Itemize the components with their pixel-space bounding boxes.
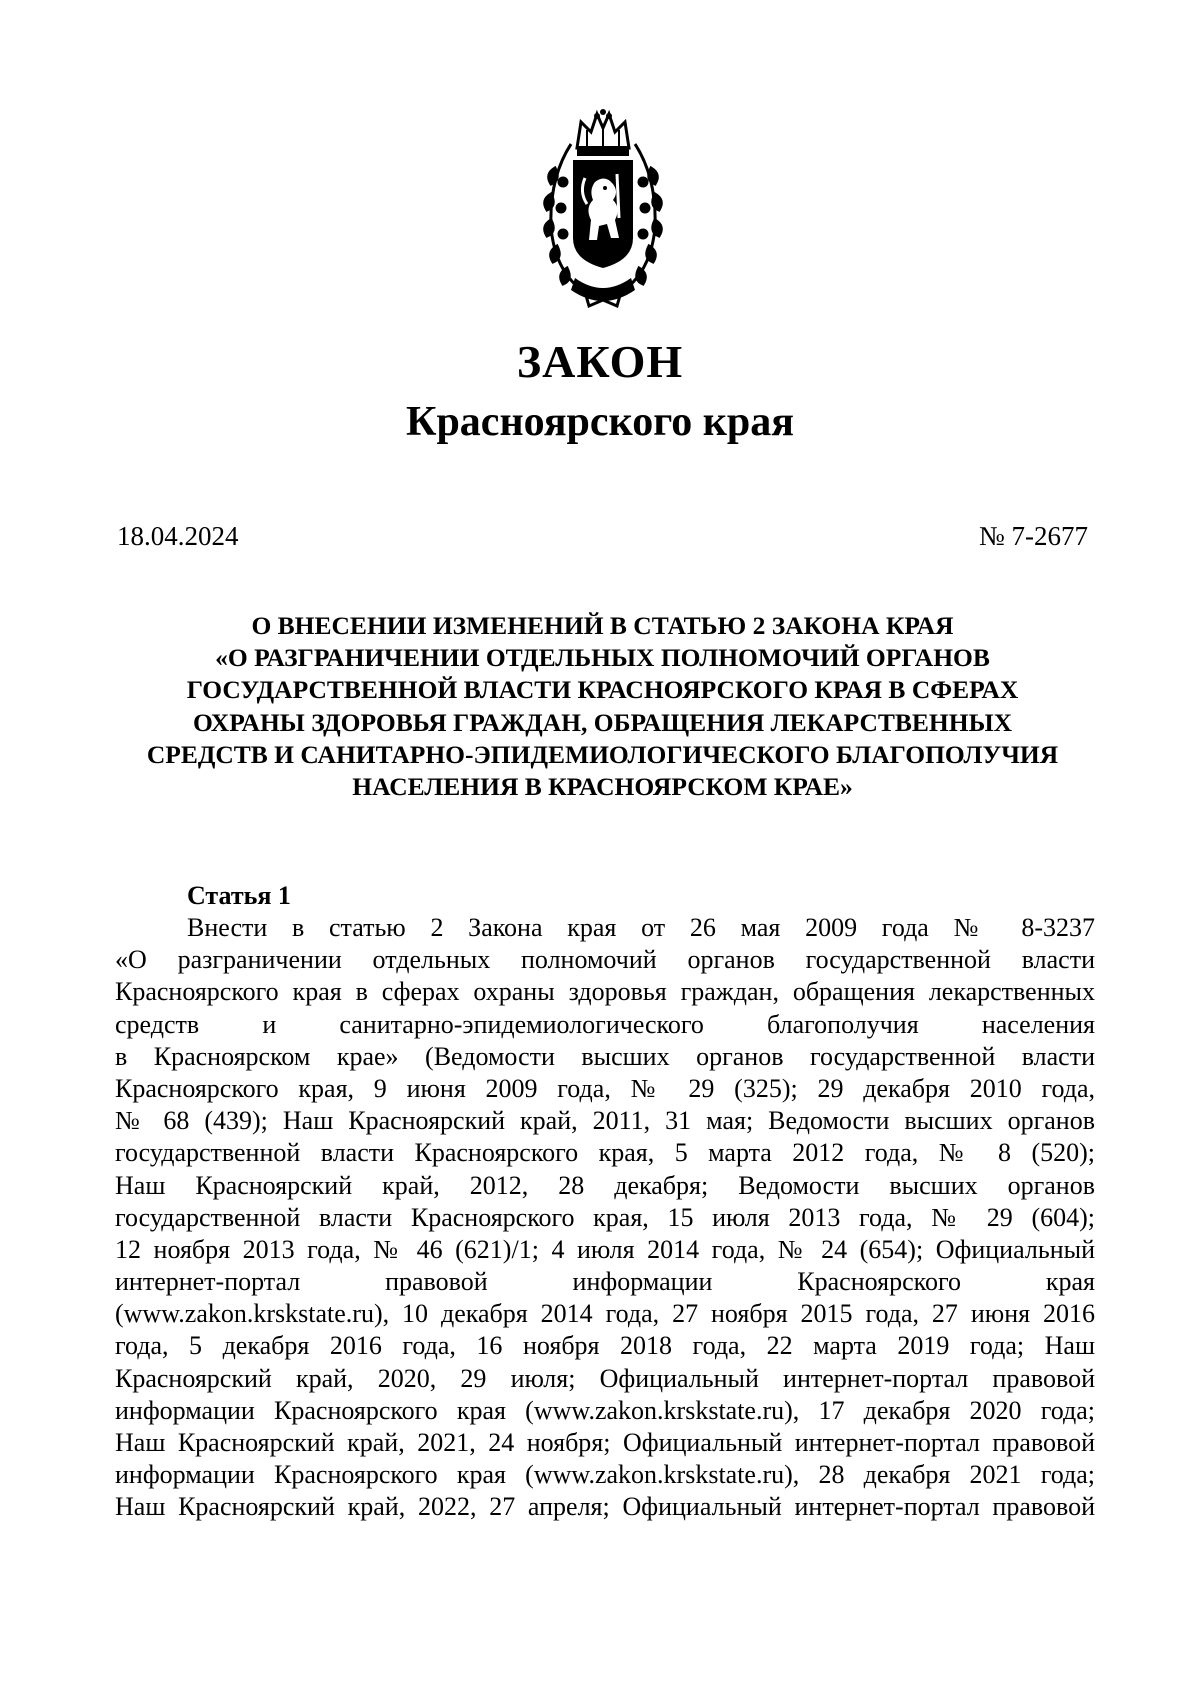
document-title: ЗАКОН	[516, 336, 684, 387]
heading-line: О ВНЕСЕНИИ ИЗМЕНЕНИЙ В СТАТЬЮ 2 ЗАКОНА КРАЯ	[251, 611, 954, 640]
heading-line: ГОСУДАРСТВЕННОЙ ВЛАСТИ КРАСНОЯРСКОГО КРАЯ В СФЕРАХ	[186, 675, 1019, 705]
heading-line: ОХРАНЫ ЗДОРОВЬЯ ГРАЖДАН, ОБРАЩЕНИЯ ЛЕКАРСТВЕННЫХ	[192, 707, 1013, 737]
document-date: 18.04.2024	[117, 521, 239, 551]
shield-icon	[573, 160, 633, 268]
article-line: информации Красноярского края (www.zakon.krskstate.ru), 28 декабря 2021 года;	[115, 1460, 1095, 1490]
article-line: Красноярского края, 9 июня 2009 года, № 29 (325); 29 декабря 2010 года,	[115, 1073, 1095, 1103]
article-line: Наш Красноярский край, 2012, 28 декабря; Ведомости высших органов	[115, 1170, 1095, 1200]
article-line: средств и санитарно-эпидемиологического благополучия населения	[115, 1009, 1095, 1039]
article-line: интернет-портал правовой информации Красноярского края	[115, 1267, 1095, 1297]
document-number: № 7-2677	[978, 521, 1088, 551]
article-line: Красноярский край, 2020, 29 июля; Официальный интернет-портал правовой	[115, 1363, 1095, 1393]
article-line: (www.zakon.krskstate.ru), 10 декабря 2014 года, 27 ноября 2015 года, 27 июня 2016	[115, 1299, 1095, 1329]
heading-line: НАСЕЛЕНИЯ В КРАСНОЯРСКОМ КРАЕ»	[352, 772, 853, 802]
article-line: «О разграничении отдельных полномочий органов государственной власти	[115, 945, 1095, 975]
heading-line: «О РАЗГРАНИЧЕНИИ ОТДЕЛЬНЫХ ПОЛНОМОЧИЙ ОРГАНОВ	[215, 643, 990, 673]
document-subtitle: Красноярского края	[405, 399, 795, 445]
article-title: Статья 1	[187, 881, 291, 910]
heading-line: СРЕДСТВ И САНИТАРНО-ЭПИДЕМИОЛОГИЧЕСКОГО БЛАГОПОЛУЧИЯ	[146, 739, 1059, 769]
ribbon-icon	[571, 278, 635, 306]
coat-of-arms-emblem	[535, 108, 671, 316]
article-line: 12 ноября 2013 года, № 46 (621)/1; 4 июля 2014 года, № 24 (654); Официальный	[115, 1234, 1095, 1264]
article-line: Внести в статью 2 Закона края от 26 мая 2009 года № 8-3237	[187, 913, 1095, 942]
article-line: года, 5 декабря 2016 года, 16 ноября 2018 года, 22 марта 2019 года; Наш	[115, 1331, 1095, 1361]
article-line: Наш Красноярский край, 2022, 27 апреля; Официальный интернет-портал правовой	[115, 1492, 1095, 1522]
article-body	[115, 912, 1095, 1524]
article-line: информации Красноярского края (www.zakon.krskstate.ru), 17 декабря 2020 года;	[115, 1395, 1095, 1425]
crown-icon	[577, 109, 629, 156]
article-line: Красноярского края в сферах охраны здоровья граждан, обращения лекарственных	[115, 977, 1095, 1007]
article-line: государственной власти Красноярского края, 15 июля 2013 года, № 29 (604);	[115, 1202, 1095, 1232]
article-line: государственной власти Красноярского края, 5 марта 2012 года, № 8 (520);	[115, 1138, 1095, 1168]
article-line: в Красноярском крае» (Ведомости высших органов государственной власти	[115, 1041, 1095, 1071]
article-line: № 68 (439); Наш Красноярский край, 2011, 31 мая; Ведомости высших органов	[115, 1106, 1095, 1136]
article-line: Наш Красноярский край, 2021, 24 ноября; Официальный интернет-портал правовой	[115, 1428, 1095, 1457]
law-heading	[110, 610, 1095, 803]
